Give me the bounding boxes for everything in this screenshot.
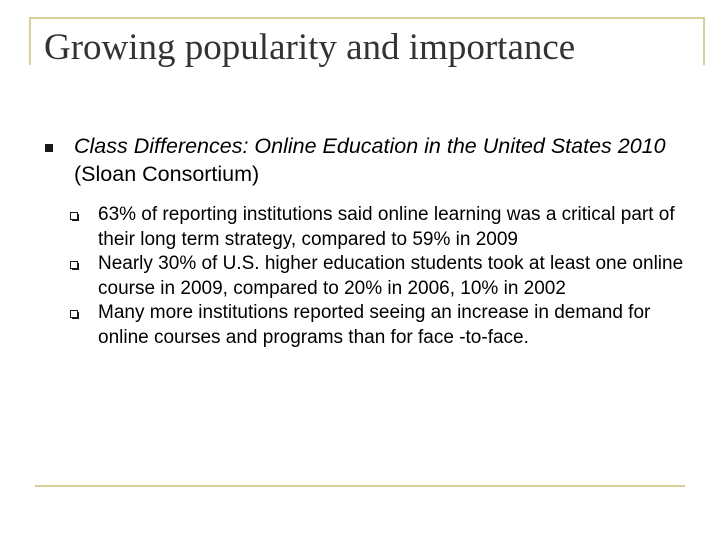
title-left-rule bbox=[29, 17, 31, 65]
hollow-square-bullet-icon bbox=[70, 261, 78, 269]
sub-bullet-list bbox=[88, 203, 688, 350]
square-bullet-icon bbox=[45, 144, 53, 152]
sub-bullet-text: 63% of reporting institutions said online learning was a critical part of their long term strategy, compared to 59% in 2009 bbox=[98, 204, 675, 250]
sub-bullet-item bbox=[88, 203, 688, 252]
sub-bullet-item bbox=[88, 252, 688, 301]
title-top-rule bbox=[29, 17, 705, 19]
footer-rule bbox=[35, 485, 685, 487]
sub-bullet-item bbox=[88, 301, 688, 350]
sub-bullet-text: Nearly 30% of U.S. higher education students took at least one online course in 2009, compared to 20% in 2006, 10% in 2002 bbox=[98, 253, 684, 299]
title-right-rule bbox=[703, 17, 705, 65]
hollow-square-bullet-icon bbox=[70, 310, 78, 318]
main-bullet-text bbox=[74, 132, 674, 188]
report-attribution: (Sloan Consortium) bbox=[74, 162, 260, 186]
report-title: Class Differences: Online Education in the United States 2010 bbox=[74, 134, 666, 158]
sub-bullet-text: Many more institutions reported seeing an increase in demand for online courses and programs than for face -to-face. bbox=[98, 302, 651, 348]
hollow-square-bullet-icon bbox=[70, 212, 78, 220]
slide-title: Growing popularity and importance bbox=[44, 27, 576, 68]
